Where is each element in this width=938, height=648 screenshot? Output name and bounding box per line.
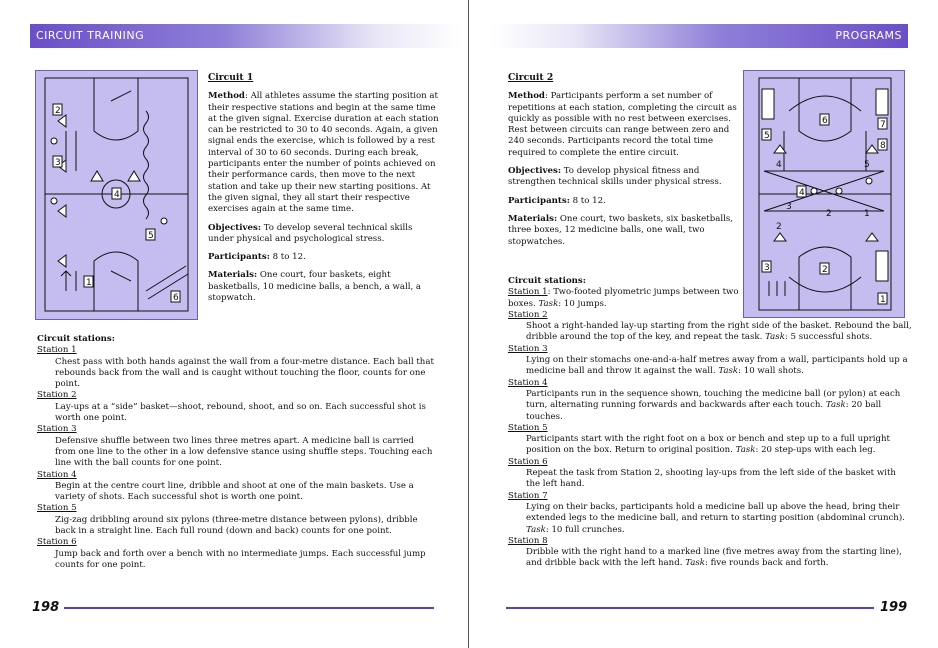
pass-arrows	[61, 271, 76, 291]
zigzag-path	[144, 111, 149, 219]
pylon-icon	[58, 115, 66, 127]
task-label: Task	[685, 558, 705, 569]
task-text: : 20 step-ups with each leg.	[755, 445, 876, 456]
participants-label: Participants:	[208, 252, 270, 263]
station-number-6: 6	[822, 116, 828, 126]
station-label: Station 3	[508, 343, 548, 354]
stations-heading: Circuit stations:	[37, 334, 115, 344]
top-key	[799, 78, 851, 141]
section-header-right: PROGRAMS	[490, 24, 908, 48]
station-number-7: 7	[880, 120, 886, 130]
station-text: Defensive shuffle between two lines three metres apart. A medicine ball is carried from one line to the other in a low defensive stance using shuffle steps. Touching each line with the ball counts for one point.	[55, 435, 433, 469]
ball-icon	[51, 198, 57, 204]
task-label: Task	[538, 298, 559, 309]
circuit-1-intro	[208, 72, 440, 311]
stations-heading: Circuit stations:	[508, 276, 586, 286]
station-label: Station 3	[37, 424, 77, 435]
station-number-4: 4	[799, 188, 805, 198]
right-page	[470, 0, 938, 648]
task-label: Task	[718, 366, 739, 377]
task-label: Task	[825, 400, 846, 411]
shuffle-lines	[66, 131, 76, 171]
method-text: : All athletes assume the starting position at their respective stations and begin at the same time at the given signal. Exercise duration at each station can be restricted to 30 to 40 seconds. Again, a given signal ends the exercise, which is followed by a rest interval of 30 to 60 seconds. During each break, participants enter the number of points achieved on their performance cards, then move to the next station and take up their new starting positions. At the given signal, they all start their respective exercises again at the same time.	[208, 91, 439, 215]
station-item	[37, 503, 437, 537]
station-item	[37, 345, 437, 390]
method-label: Method	[508, 91, 545, 102]
station-desc	[508, 547, 912, 570]
station-label: Station 6	[37, 537, 77, 548]
medicine-ball-icon	[866, 178, 872, 184]
run-label: 3	[786, 202, 792, 212]
station-label: Station 6	[508, 456, 548, 467]
station-text: Lying on their backs, participants hold a medicine ball up above the head, bring their extended legs to the medicine ball, and return to starting position (abdominal crunch).	[526, 501, 905, 524]
medicine-ball-icon	[836, 188, 842, 194]
run-sequence-lines	[764, 171, 884, 211]
station-label: Station 5	[508, 422, 548, 433]
station-label-colon: :	[547, 287, 554, 298]
station-desc	[508, 355, 912, 378]
objectives-label: Objectives:	[508, 166, 562, 177]
station-item	[37, 470, 437, 504]
objectives-paragraph	[508, 166, 740, 189]
station-label: Station 4	[37, 469, 77, 480]
station-text: Participants run in the sequence shown, touching the medicine ball (or pylon) at each turn, alternating running forwards and backwards after each touch.	[526, 388, 901, 411]
method-text: : Participants perform a set number of repetitions at each station, completing the circuit as quickly as possible with no rest between exercises. Rest between circuits can range between zero and 240 seconds. Participants record the total time required to complete the entire circuit.	[508, 91, 737, 158]
court-diagram-svg	[36, 71, 197, 319]
station-item	[508, 287, 743, 310]
bottom-key	[94, 252, 138, 311]
pylon-icon	[128, 171, 140, 181]
station-item	[508, 491, 912, 536]
box-icon	[762, 89, 774, 119]
pylon-icon	[866, 145, 878, 153]
participants-text: 8 to 12.	[269, 252, 306, 263]
circuit-1-diagram	[35, 70, 198, 320]
station-number-5: 5	[148, 231, 154, 241]
section-header-left: CIRCUIT TRAINING	[30, 24, 462, 48]
station-text: Shoot a right-handed lay-up starting from the right side of the basket. Rebound the ball, dribble around the top of the key, and repeat the task.	[526, 321, 912, 343]
box-icon	[876, 89, 888, 115]
materials-paragraph	[508, 214, 740, 248]
method-paragraph	[208, 91, 440, 215]
station-number-6: 6	[173, 293, 179, 303]
top-key	[94, 78, 138, 140]
circuit-title: Circuit 2	[508, 72, 554, 83]
task-text: : 10 jumps.	[558, 298, 607, 309]
station-text: Zig-zag dribbling around six pylons (three-metre distance between pylons), dribble back in a straight line. Each full round (down and back) counts for one point.	[55, 514, 418, 537]
task-label: Task	[735, 445, 756, 456]
station-label: Station 1	[508, 287, 548, 298]
station-label: Station 2	[37, 390, 77, 401]
dribble-arc-top	[789, 96, 861, 111]
page-number-left: 198	[32, 600, 60, 615]
method-label: Method	[208, 91, 245, 102]
station-number-2: 2	[822, 265, 828, 275]
station-desc	[508, 389, 912, 423]
station-item	[37, 390, 437, 424]
station-number-2: 2	[55, 106, 61, 116]
station-label: Station 1	[37, 345, 77, 356]
station-item	[508, 378, 912, 423]
station-desc	[508, 468, 912, 491]
materials-label: Materials:	[508, 213, 558, 224]
footer-rule-left	[64, 607, 434, 609]
run-label: 2	[826, 209, 832, 219]
task-text: : 20 ball touches.	[526, 400, 882, 422]
objectives-paragraph	[208, 223, 440, 246]
run-label: 1	[864, 209, 870, 219]
station-text: Lay-ups at a “side” basket—shoot, rebound, shoot, and so on. Each successful shot is worth one point.	[55, 401, 426, 424]
station-desc	[508, 502, 912, 536]
run-label: 2	[776, 222, 782, 232]
station-label: Station 8	[508, 535, 548, 546]
station-text: Jump back and forth over a bench with no intermediate jumps. Each successful jump counts for one point.	[55, 548, 426, 570]
station-item	[37, 424, 437, 469]
circuit-2-intro	[508, 72, 740, 255]
objectives-label: Objectives:	[208, 222, 262, 233]
medicine-ball-icon	[811, 188, 817, 194]
task-text: : 5 successful shots.	[784, 332, 873, 343]
circuit-1-stations	[37, 334, 437, 571]
task-label: Task	[765, 332, 785, 343]
station-text: Begin at the centre court line, dribble and shoot at one of the main baskets. Use a variety of shots. Each successful shot is worth one point.	[55, 480, 414, 503]
materials-paragraph	[208, 270, 440, 304]
station-item	[508, 423, 912, 457]
station-number-1: 1	[86, 278, 92, 288]
station-number-4: 4	[114, 190, 120, 200]
objectives-text: To develop several technical skills under physical and psychological stress.	[208, 222, 413, 244]
participants-paragraph	[208, 252, 440, 263]
page-number-right: 199	[880, 600, 908, 615]
station-number-1: 1	[880, 295, 886, 305]
station-text: Two-footed plyometric jumps between two boxes.	[508, 287, 739, 309]
station-item	[508, 344, 912, 378]
pylon-icon	[58, 205, 66, 217]
bench	[146, 266, 188, 299]
task-label: Task	[526, 524, 546, 535]
station-desc	[508, 321, 912, 344]
method-paragraph	[508, 91, 740, 159]
station-text: Dribble with the right hand to a marked line (five metres away from the starting line), and dribble back with the left hand.	[526, 547, 902, 569]
task-text: : five rounds back and forth.	[705, 558, 829, 569]
station-label: Station 5	[37, 503, 77, 514]
station-desc	[508, 434, 912, 457]
pylon-icon	[91, 171, 103, 181]
pylon-icon	[866, 233, 878, 241]
circuit-2-stations	[508, 276, 912, 570]
station-label: Station 7	[508, 490, 548, 501]
materials-text: One court, four baskets, eight basketballs, 10 medicine balls, a bench, a wall, a stopwatch.	[208, 270, 422, 304]
station-text: Participants start with the right foot on a box or bench and step up to a full upright position on the box. Return to original position.	[526, 434, 890, 456]
station-item	[37, 537, 437, 571]
station-label: Station 4	[508, 377, 548, 388]
ball-icon	[51, 138, 57, 144]
participants-paragraph	[508, 196, 740, 207]
participants-text: 8 to 12.	[569, 195, 606, 206]
station-text: Lying on their stomachs one-and-a-half metres away from a wall, participants hold up a medicine ball and throw it against the wall.	[526, 355, 908, 377]
materials-label: Materials:	[208, 270, 258, 281]
pylon-icon	[58, 255, 66, 267]
station-text: Repeat the task from Station 2, shooting lay-ups from the left side of the basket with the left hand.	[526, 468, 896, 490]
station-item	[508, 310, 912, 344]
circuit-title: Circuit 1	[208, 72, 254, 83]
objectives-text: To develop physical fitness and strengthen technical skills under physical stress.	[508, 166, 722, 188]
pylon-icon	[774, 233, 786, 241]
station-item	[508, 536, 912, 570]
station-item	[508, 457, 912, 491]
run-label: 4	[776, 160, 782, 170]
ball-icon	[161, 218, 167, 224]
footer-rule-right	[506, 607, 874, 609]
task-text: : 10 full crunches.	[545, 524, 625, 535]
materials-text: One court, two baskets, six basketballs, three boxes, 12 medicine balls, one wall, two stopwatches.	[508, 213, 733, 247]
participants-label: Participants:	[508, 195, 570, 206]
station-label: Station 2	[508, 309, 548, 320]
task-text: : 10 wall shots.	[738, 366, 804, 377]
run-label: 5	[864, 160, 870, 170]
station-number-3: 3	[55, 158, 61, 168]
station-text: Chest pass with both hands against the wall from a four-metre distance. Each ball that rebounds back from the wall and is caught without touching the floor, counts for one point.	[55, 356, 434, 390]
station-number-8: 8	[880, 141, 886, 151]
station-number-5: 5	[764, 131, 770, 141]
wall-lines	[784, 131, 866, 171]
station-number-3: 3	[764, 263, 770, 273]
